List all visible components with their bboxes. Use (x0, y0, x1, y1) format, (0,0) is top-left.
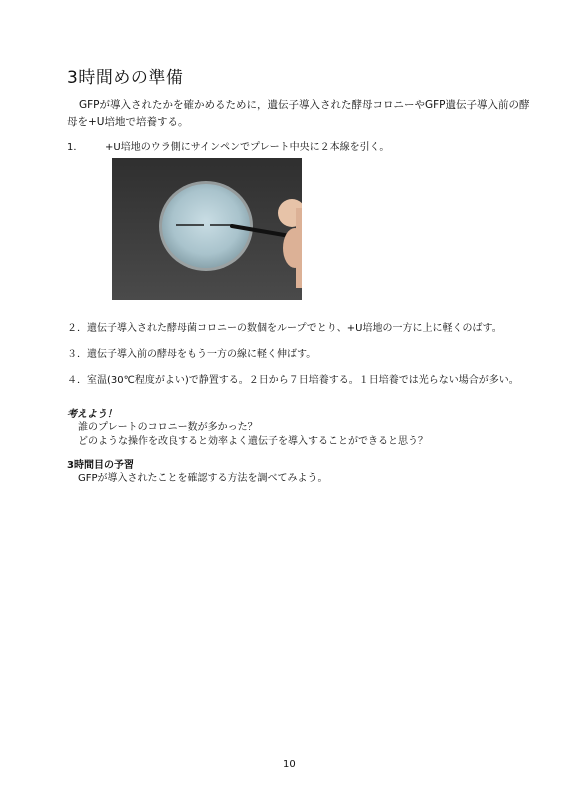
next-preview-heading: 3時間目の予習 (67, 460, 134, 471)
next-preview-text: GFPが導入されたことを確認する方法を調べてみよう。 (78, 473, 328, 484)
step-3-text: 遺伝子導入前の酵母をもう一方の線に軽く伸ばす。 (87, 349, 317, 360)
page-number: 10 (283, 759, 296, 770)
page-title: 3時間めの準備 (67, 68, 184, 88)
step-4-number: ４． (67, 375, 87, 386)
step-2-text: 遺伝子導入された酵母菌コロニーの数個をループでとり、+U培地の一方に上に軽くのばす。 (87, 323, 502, 334)
step-2-number: ２． (67, 323, 87, 334)
intro-line-2: 母を+U培地で培養する。 (67, 116, 189, 128)
petri-dish-photo (112, 158, 302, 300)
intro-line-1: GFPが導入されたかを確かめるために，遺伝子導入された酵母コロニーやGFP遺伝子導入前の酵 (79, 99, 530, 111)
think-question-2: どのような操作を改良すると効率よく遺伝子を導入することができると思う？ (78, 436, 428, 447)
step-3-number: ３． (67, 349, 87, 360)
intro-paragraph (67, 97, 530, 131)
step-4-text: 室温(30℃程度がよい)で静置する。２日から７日培養する。１日培養では光らない場合が多い。 (87, 375, 519, 386)
step-1-number: 1． (67, 142, 84, 153)
step-3 (67, 345, 316, 360)
step-1 (67, 138, 389, 153)
step-2 (67, 319, 502, 334)
step-4 (67, 371, 519, 386)
step-1-text: +U培地のウラ側にサインペンでプレート中央に２本線を引く。 (105, 142, 390, 153)
think-question-1: 誰のプレートのコロニー数が多かった？ (78, 422, 258, 433)
think-heading: 考えよう！ (67, 409, 117, 420)
